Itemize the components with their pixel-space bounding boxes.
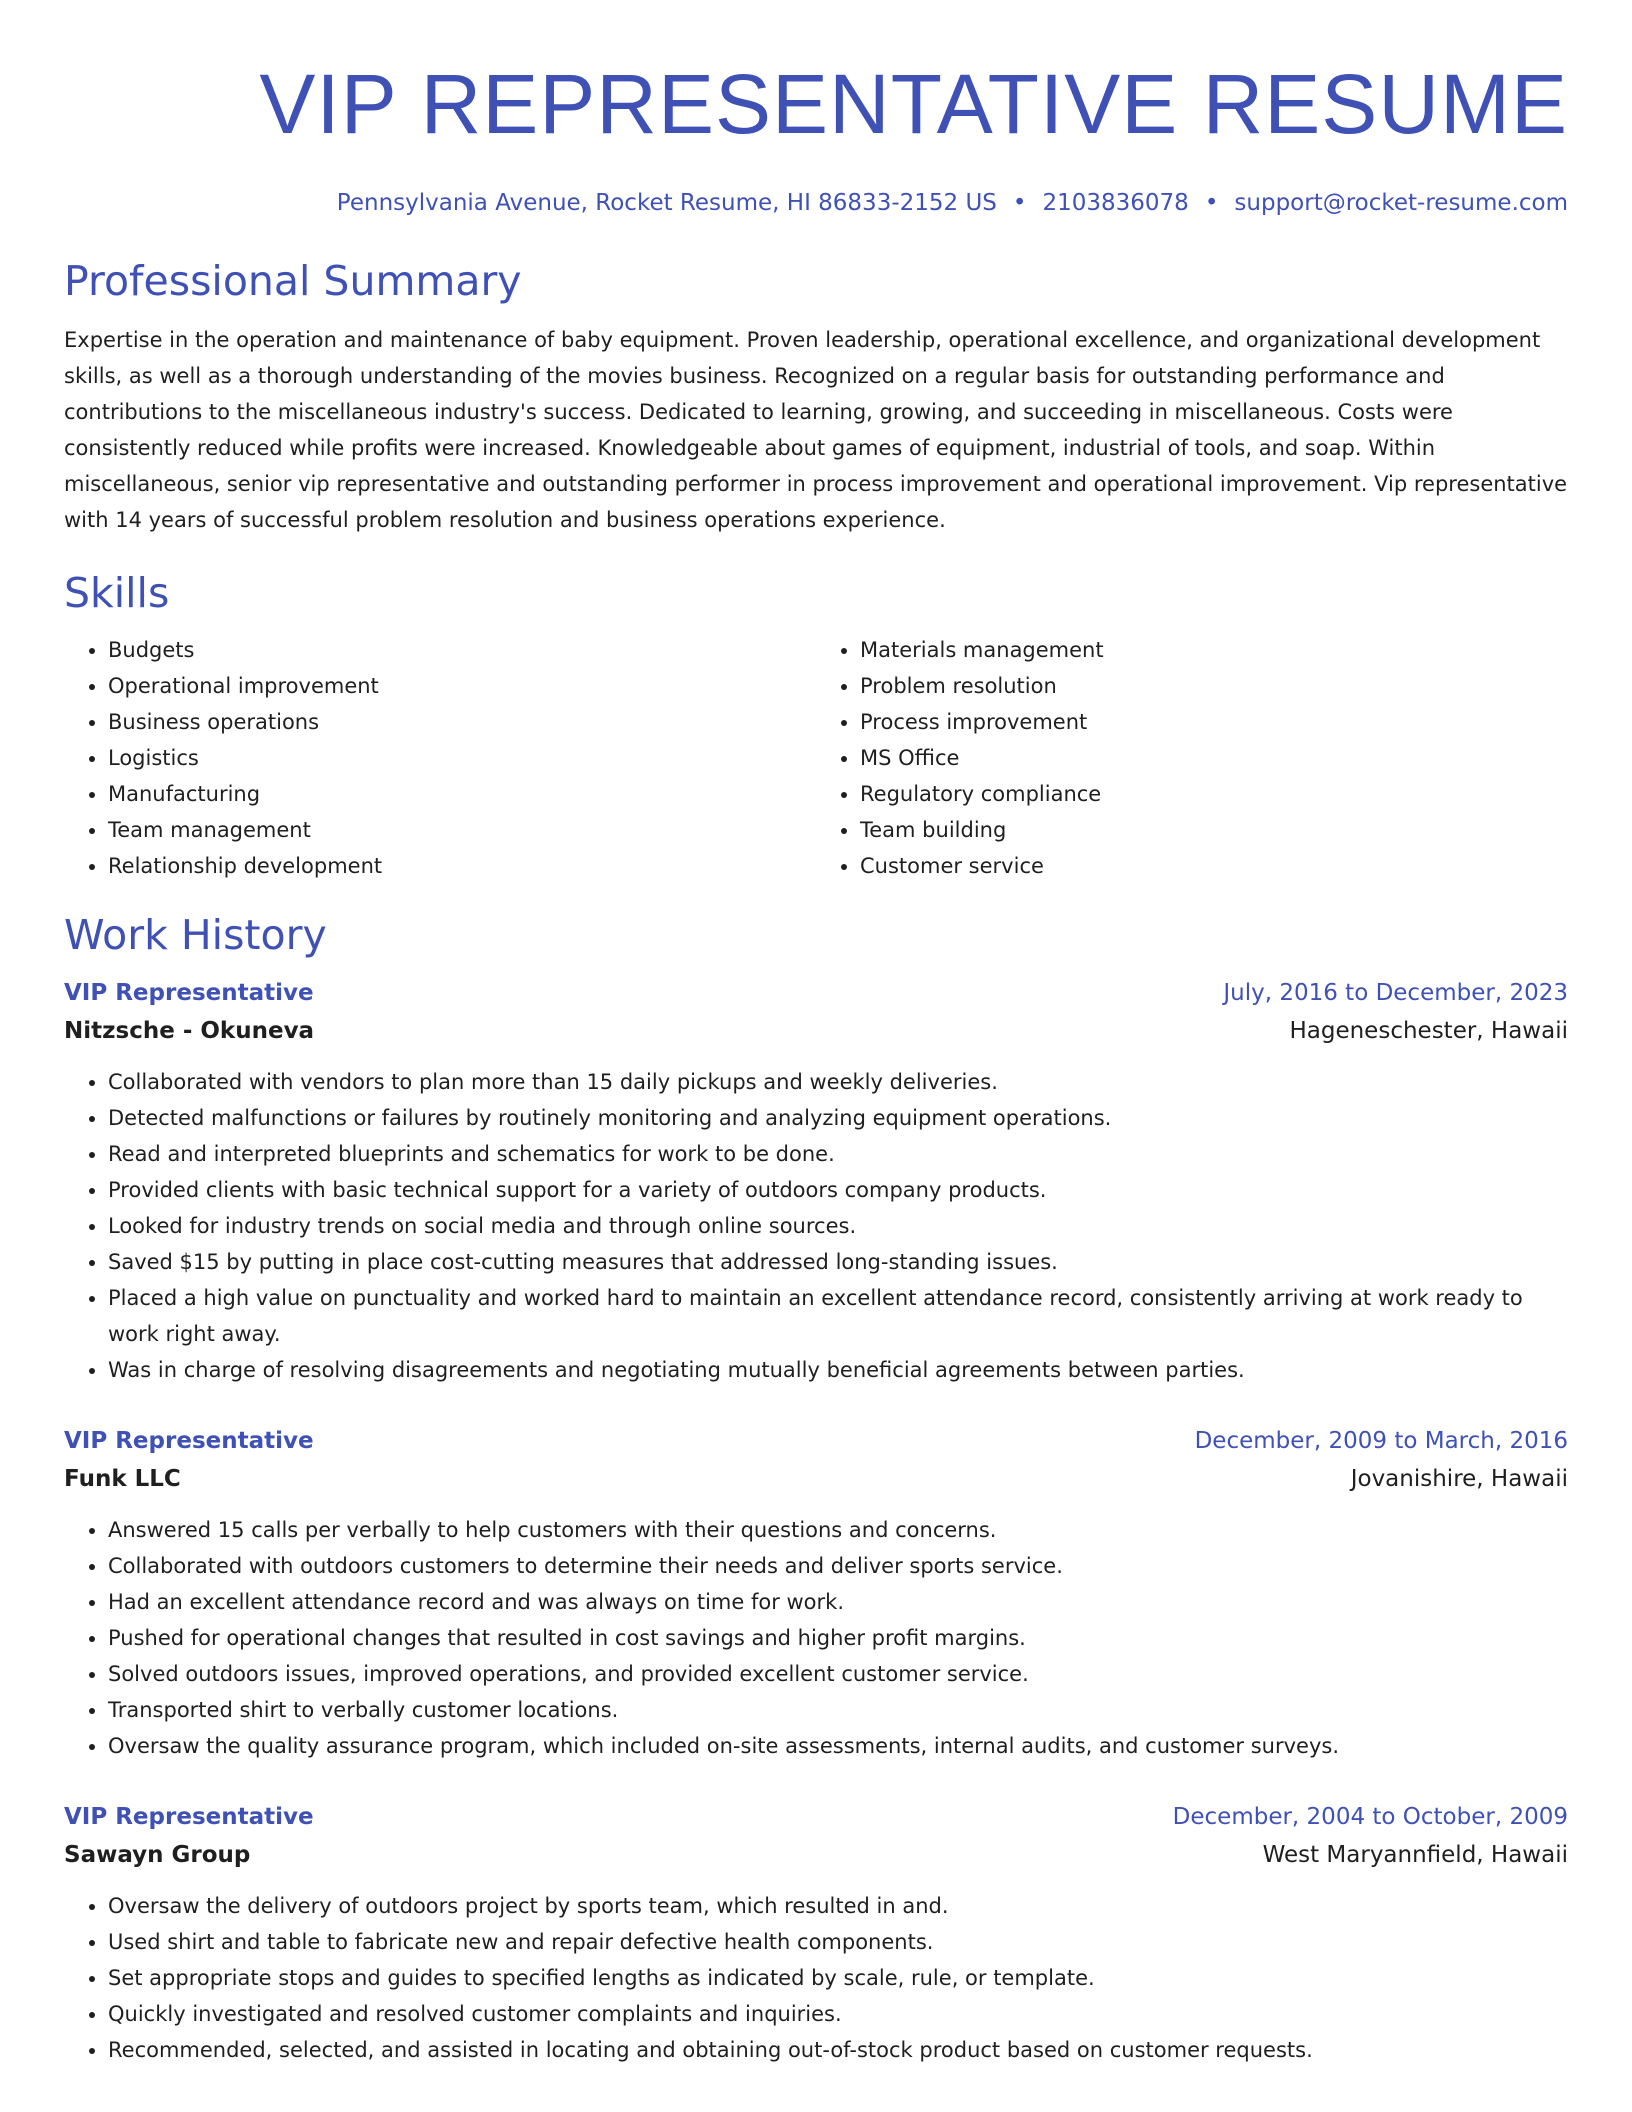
- skill-item: • Materials management: [860, 632, 1568, 668]
- job-bullet: • Transported shirt to verbally customer locations.: [108, 1692, 1568, 1728]
- work-history-section: [64, 910, 1568, 2068]
- job-bullet: • Placed a high value on punctuality and worked hard to maintain an excellent attendance record, consistently arriving at work ready to work right away.: [108, 1280, 1568, 1352]
- job-company-row: [64, 1836, 1568, 1874]
- skill-item: • Business operations: [108, 704, 816, 740]
- job-title: VIP Representative: [64, 1428, 314, 1454]
- job-title: VIP Representative: [64, 1804, 314, 1830]
- job-bullet: • Provided clients with basic technical support for a variety of outdoors company products.: [108, 1172, 1568, 1208]
- contact-address: Pennsylvania Avenue, Rocket Resume, HI 86833-2152 US: [336, 190, 997, 216]
- job-title-row: [64, 974, 1568, 1012]
- job-bullet: • Oversaw the delivery of outdoors project by sports team, which resulted in and.: [108, 1888, 1568, 1924]
- job-bullet: • Used shirt and table to fabricate new and repair defective health components.: [108, 1924, 1568, 1960]
- skill-item: • MS Office: [860, 740, 1568, 776]
- job-dates: July, 2016 to December, 2023: [1223, 980, 1568, 1006]
- contact-separator: •: [1204, 190, 1219, 216]
- resume-page: [64, 0, 1568, 2068]
- contact-separator: •: [1012, 190, 1027, 216]
- resume-header: [64, 56, 1568, 218]
- job-location: West Maryannfield, Hawaii: [1262, 1842, 1568, 1868]
- job-bullet: • Recommended, selected, and assisted in locating and obtaining out-of-stock product based on customer requests.: [108, 2032, 1568, 2068]
- contact-phone: 2103836078: [1042, 190, 1189, 216]
- skill-item: • Problem resolution: [860, 668, 1568, 704]
- work-history-heading: Work History: [64, 911, 327, 959]
- skills-list-right: [816, 632, 1568, 884]
- job-dates: December, 2004 to October, 2009: [1172, 1804, 1568, 1830]
- job-company: Funk LLC: [64, 1466, 181, 1492]
- summary-text: Expertise in the operation and maintenance of baby equipment. Proven leadership, operational excellence, and organizational development skills, as well as a thorough understanding of the movies business. Recognized on a regular basis for outstanding performance and contributions to the miscellaneous industry's success. Dedicated to learning, growing, and succeeding in miscellaneous. Costs were consistently reduced while profits were increased. Knowledgeable about games of equipment, industrial of tools, and soap. Within miscellaneous, senior vip representative and outstanding performer in process improvement and operational improvement. Vip representative with 14 years of successful problem resolution and business operations experience.: [64, 328, 1568, 532]
- skills-list-left: [64, 632, 816, 884]
- job-bullet: • Had an excellent attendance record and was always on time for work.: [108, 1584, 1568, 1620]
- job-bullet: • Quickly investigated and resolved customer complaints and inquiries.: [108, 1996, 1568, 2032]
- skill-item: • Operational improvement: [108, 668, 816, 704]
- contact-line: [64, 188, 1568, 218]
- skill-item: • Customer service: [860, 848, 1568, 884]
- job-bullet: • Pushed for operational changes that resulted in cost savings and higher profit margins.: [108, 1620, 1568, 1656]
- job-bullet: • Collaborated with outdoors customers to determine their needs and deliver sports service.: [108, 1548, 1568, 1584]
- skill-item: • Regulatory compliance: [860, 776, 1568, 812]
- job-entry: [64, 974, 1568, 1388]
- job-bullet: • Was in charge of resolving disagreements and negotiating mutually beneficial agreements between parties.: [108, 1352, 1568, 1388]
- job-location: Hageneschester, Hawaii: [1289, 1018, 1568, 1044]
- job-bullet: • Looked for industry trends on social media and through online sources.: [108, 1208, 1568, 1244]
- contact-email: support@rocket-resume.com: [1234, 190, 1568, 216]
- job-entry: [64, 1422, 1568, 1764]
- skill-item: • Budgets: [108, 632, 816, 668]
- job-entry: [64, 1798, 1568, 2068]
- job-bullet: • Set appropriate stops and guides to specified lengths as indicated by scale, rule, or template.: [108, 1960, 1568, 1996]
- job-bullet: • Collaborated with vendors to plan more than 15 daily pickups and weekly deliveries.: [108, 1064, 1568, 1100]
- skill-item: • Process improvement: [860, 704, 1568, 740]
- skill-item: • Logistics: [108, 740, 816, 776]
- job-bullet: • Oversaw the quality assurance program, which included on-site assessments, internal audits, and customer surveys.: [108, 1728, 1568, 1764]
- job-bullet-list: [64, 1512, 1568, 1764]
- skills-section: [64, 568, 1568, 884]
- skills-columns: [64, 632, 1568, 884]
- job-company: Nitzsche - Okuneva: [64, 1018, 315, 1044]
- skill-item: • Team building: [860, 812, 1568, 848]
- job-company-row: [64, 1012, 1568, 1050]
- summary-section: [64, 256, 1568, 538]
- job-title-row: [64, 1422, 1568, 1460]
- job-bullet: • Detected malfunctions or failures by routinely monitoring and analyzing equipment operations.: [108, 1100, 1568, 1136]
- skill-item: • Relationship development: [108, 848, 816, 884]
- job-bullet: • Saved $15 by putting in place cost-cutting measures that addressed long-standing issues.: [108, 1244, 1568, 1280]
- job-dates: December, 2009 to March, 2016: [1194, 1428, 1568, 1454]
- skills-heading: Skills: [64, 569, 170, 617]
- job-bullet: • Answered 15 calls per verbally to help customers with their questions and concerns.: [108, 1512, 1568, 1548]
- job-company-row: [64, 1460, 1568, 1498]
- job-bullet: • Read and interpreted blueprints and schematics for work to be done.: [108, 1136, 1568, 1172]
- skill-item: • Team management: [108, 812, 816, 848]
- skill-item: • Manufacturing: [108, 776, 816, 812]
- job-title-row: [64, 1798, 1568, 1836]
- summary-heading: Professional Summary: [64, 257, 522, 305]
- job-location: Jovanishire, Hawaii: [1350, 1466, 1568, 1492]
- job-bullet-list: [64, 1064, 1568, 1388]
- job-bullet-list: [64, 1888, 1568, 2068]
- job-company: Sawayn Group: [64, 1842, 251, 1868]
- job-bullet: • Solved outdoors issues, improved operations, and provided excellent customer service.: [108, 1656, 1568, 1692]
- job-title: VIP Representative: [64, 980, 314, 1006]
- document-title: VIP REPRESENTATIVE RESUME: [259, 57, 1568, 151]
